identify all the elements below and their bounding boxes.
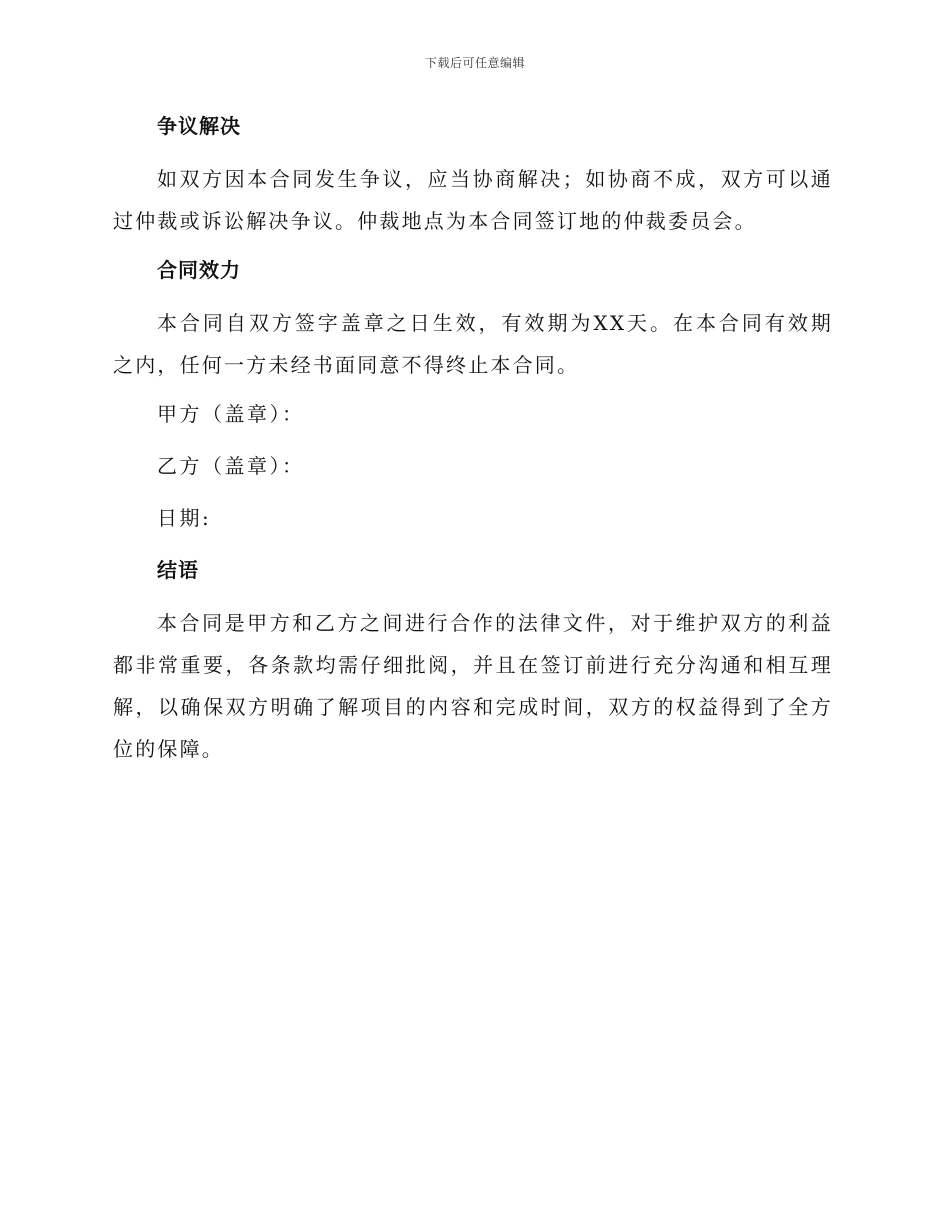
party-b-seal-label: 乙方（盖章）：	[157, 454, 305, 478]
party-a-seal-label: 甲方（盖章）：	[157, 402, 305, 426]
section-body-dispute: 如双方因本合同发生争议，应当协商解决；如协商不成，双方可以通过仲裁或诉讼解决争议。仲裁地点为本合同签订地的仲裁委员会。	[113, 167, 833, 233]
section-title-conclusion: 结语	[157, 558, 199, 582]
section-body-conclusion: 本合同是甲方和乙方之间进行合作的法律文件，对于维护双方的利益都非常重要，各条款均需仔细批阅，并且在签订前进行充分沟通和相互理解，以确保双方明确了解项目的内容和完成时间，双方的权益得到了全方位的保障。	[113, 611, 833, 761]
section-title-dispute: 争议解决	[157, 114, 241, 138]
header-note: 下载后可任意编辑	[424, 56, 525, 70]
section-title-effect: 合同效力	[157, 258, 241, 282]
document-content	[113, 108, 833, 780]
section-body-effect: 本合同自双方签字盖章之日生效，有效期为XX天。在本合同有效期之内，任何一方未经书面同意不得终止本合同。	[113, 311, 833, 377]
date-label: 日期:	[157, 506, 212, 530]
